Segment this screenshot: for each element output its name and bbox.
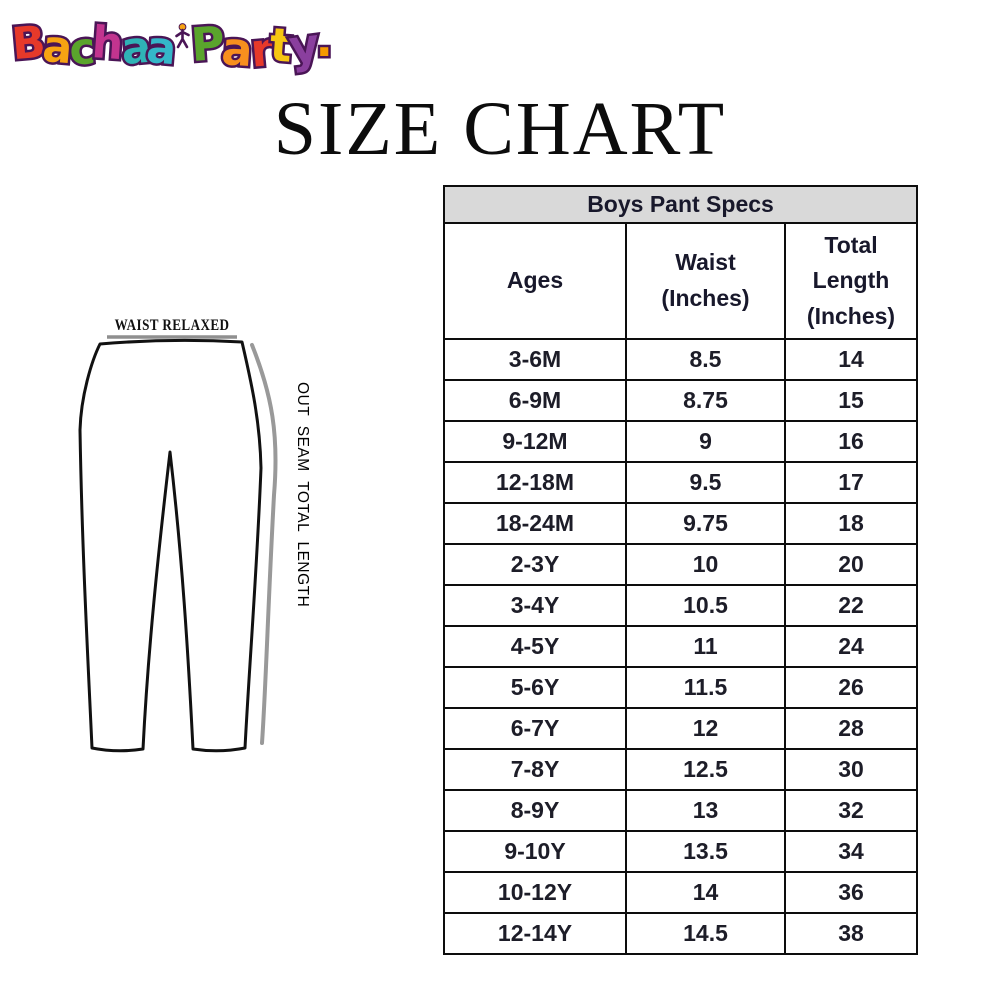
size-chart-table (443, 185, 918, 955)
logo-word-party (189, 13, 331, 78)
table-cell: 9.5 (626, 462, 785, 503)
table-cell: 2-3Y (444, 544, 626, 585)
table-cell: 9-10Y (444, 831, 626, 872)
logo-letter: B (9, 16, 45, 71)
table-cell: 14 (785, 339, 917, 380)
table-cell: 4-5Y (444, 626, 626, 667)
table-cell: 16 (785, 421, 917, 462)
table-cell: 12 (626, 708, 785, 749)
column-header-row (444, 223, 917, 339)
table-row (444, 790, 917, 831)
outseam-label: OUT SEAM TOTAL LENGTH (294, 382, 311, 608)
table-body (444, 339, 917, 954)
logo-letter: r (248, 22, 273, 78)
logo-letter: a (118, 21, 150, 76)
table-cell: 10-12Y (444, 872, 626, 913)
table-cell: 3-4Y (444, 585, 626, 626)
pants-outline (80, 340, 261, 750)
table-cell: 6-7Y (444, 708, 626, 749)
table-row (444, 503, 917, 544)
table-cell: 28 (785, 708, 917, 749)
column-header: Ages (444, 223, 626, 339)
table-row (444, 380, 917, 421)
logo-letter: c (67, 23, 95, 76)
page-title: SIZE CHART (273, 87, 727, 171)
table-cell: 8-9Y (444, 790, 626, 831)
table-cell: 32 (785, 790, 917, 831)
column-header: Waist (Inches) (626, 223, 785, 339)
logo-word-bachaa (9, 16, 176, 76)
table-row (444, 831, 917, 872)
column-header: Total Length (Inches) (785, 223, 917, 339)
table-cell: 12-14Y (444, 913, 626, 954)
logo-letter: a (219, 21, 252, 77)
table-cell: 34 (785, 831, 917, 872)
table-row (444, 462, 917, 503)
table-cell: 3-6M (444, 339, 626, 380)
table-cell: 10.5 (626, 585, 785, 626)
table-row (444, 544, 917, 585)
logo-letter: y (285, 17, 319, 75)
table-row (444, 749, 917, 790)
table-cell: 26 (785, 667, 917, 708)
table-cell: 15 (785, 380, 917, 421)
logo-letter: t (267, 17, 291, 73)
table-cell: 9.75 (626, 503, 785, 544)
table-cell: 18 (785, 503, 917, 544)
table-cell: 36 (785, 872, 917, 913)
size-chart-table-container (443, 185, 918, 955)
table-title-row (444, 186, 917, 223)
table-cell: 9 (626, 421, 785, 462)
table-row (444, 421, 917, 462)
logo-letter: a (40, 20, 72, 75)
table-row (444, 626, 917, 667)
table-cell: 7-8Y (444, 749, 626, 790)
table-title: Boys Pant Specs (444, 186, 917, 223)
table-cell: 8.75 (626, 380, 785, 421)
logo-letter: . (315, 13, 331, 67)
table-row (444, 585, 917, 626)
table-cell: 17 (785, 462, 917, 503)
table-cell: 12.5 (626, 749, 785, 790)
table-cell: 13.5 (626, 831, 785, 872)
table-row (444, 339, 917, 380)
logo-letter: P (189, 15, 224, 73)
table-cell: 14 (626, 872, 785, 913)
table-row (444, 872, 917, 913)
table-cell: 14.5 (626, 913, 785, 954)
table-cell: 10 (626, 544, 785, 585)
table-cell: 6-9M (444, 380, 626, 421)
table-row (444, 913, 917, 954)
table-cell: 9-12M (444, 421, 626, 462)
table-cell: 5-6Y (444, 667, 626, 708)
table-cell: 38 (785, 913, 917, 954)
table-cell: 8.5 (626, 339, 785, 380)
logo-letter: h (90, 17, 123, 70)
table-cell: 24 (785, 626, 917, 667)
table-cell: 20 (785, 544, 917, 585)
table-row (444, 708, 917, 749)
table-cell: 30 (785, 749, 917, 790)
dancing-kid-icon (175, 23, 190, 54)
logo-letter: a (144, 21, 176, 76)
pants-measurement-diagram (60, 300, 330, 800)
table-cell: 11.5 (626, 667, 785, 708)
bachaa-party-logo (9, 8, 331, 80)
table-cell: 13 (626, 790, 785, 831)
table-cell: 12-18M (444, 462, 626, 503)
waist-relaxed-label: WAIST RELAXED (114, 316, 230, 335)
table-row (444, 667, 917, 708)
table-cell: 22 (785, 585, 917, 626)
table-cell: 11 (626, 626, 785, 667)
table-cell: 18-24M (444, 503, 626, 544)
